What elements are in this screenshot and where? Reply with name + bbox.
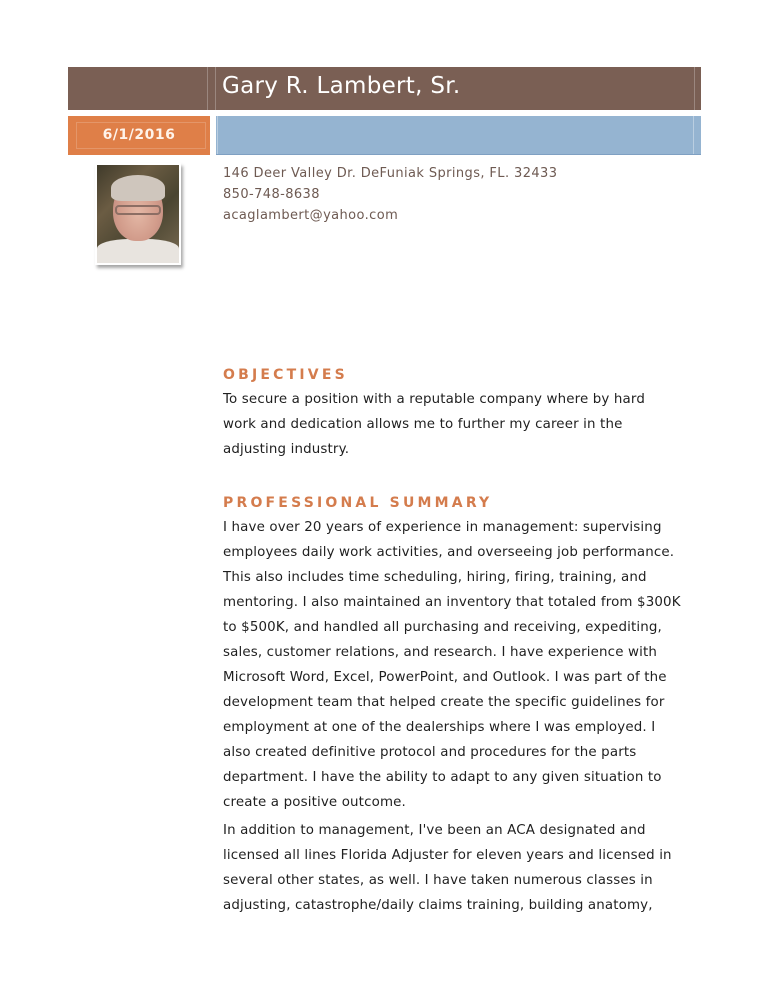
text-line: This also includes time scheduling, hiring, firing, training, and [223,570,647,585]
banner-divider [694,67,695,110]
summary-heading: PROFESSIONAL SUMMARY [223,495,493,511]
text-line: employees daily work activities, and overseeing job performance. [223,545,675,560]
text-line: In addition to management, I've been an ACA designated and [223,823,646,838]
profile-photo-frame [95,163,181,265]
text-line: To secure a position with a reputable company where by hard [223,392,645,407]
text-line: licensed all lines Florida Adjuster for eleven years and licensed in [223,848,672,863]
text-line: Microsoft Word, Excel, PowerPoint, and Outlook. I was part of the [223,670,667,685]
text-line: employment at one of the dealerships where I was employed. I [223,720,656,735]
summary-paragraph-1 [223,515,693,815]
text-line: adjusting industry. [223,442,350,457]
banner-divider [215,67,216,110]
contact-phone: 850-748-8638 [223,187,320,202]
banner-divider [207,67,208,110]
text-line: work and dedication allows me to further my career in the [223,417,623,432]
text-line: adjusting, catastrophe/daily claims training, building anatomy, [223,898,653,913]
photo-shirt [97,239,179,263]
text-line: several other states, as well. I have taken numerous classes in [223,873,653,888]
summary-paragraph-2 [223,818,693,918]
text-line: to $500K, and handled all purchasing and receiving, expediting, [223,620,662,635]
contact-email[interactable]: acaglambert@yahoo.com [223,208,399,223]
candidate-name: Gary R. Lambert, Sr. [222,73,461,99]
photo-glasses [115,205,161,215]
photo-hair [111,175,165,201]
text-line: department. I have the ability to adapt to any given situation to [223,770,662,785]
banner-divider [217,116,218,154]
contact-address: 146 Deer Valley Dr. DeFuniak Springs, FL. 32433 [223,166,558,181]
text-line: development team that helped create the specific guidelines for [223,695,665,710]
text-line: sales, customer relations, and research. I have experience with [223,645,657,660]
banner-divider [693,116,694,154]
text-line: I have over 20 years of experience in management: supervising [223,520,662,535]
objectives-heading: OBJECTIVES [223,367,348,383]
profile-photo [97,165,179,263]
objectives-text [223,387,693,462]
accent-banner [216,116,701,155]
text-line: create a positive outcome. [223,795,406,810]
text-line: also created definitive protocol and procedures for the parts [223,745,637,760]
text-line: mentoring. I also maintained an inventory that totaled from $300K [223,595,681,610]
resume-date: 6/1/2016 [102,127,176,143]
